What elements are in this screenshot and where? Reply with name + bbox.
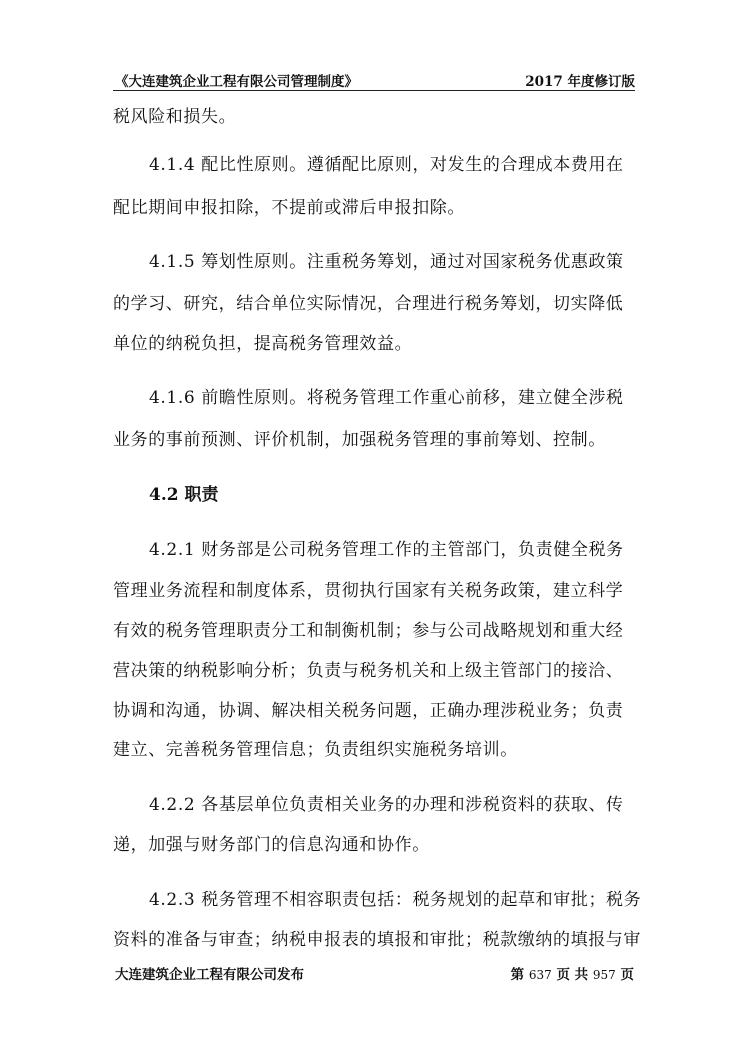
body-line: 单位的纳税负担，提高税务管理效益。 xyxy=(113,334,413,354)
body-line: 管理业务流程和制度体系，贯彻执行国家有关税务政策，建立科学 xyxy=(113,581,624,601)
footer-page-info xyxy=(511,963,634,983)
page-suffix: 页 xyxy=(620,967,634,983)
body-line: 递，加强与财务部门的信息沟通和协作。 xyxy=(113,835,430,855)
body-line: 4.2.3 税务管理不相容职责包括：税务规划的起草和审批；税务 xyxy=(149,890,642,910)
body-line: 配比期间申报扣除，不提前或滞后申报扣除。 xyxy=(113,198,465,218)
body-line: 税风险和损失。 xyxy=(113,107,237,127)
section-heading: 4.2 职责 xyxy=(149,485,219,505)
body-line: 4.2.2 各基层单位负责相关业务的办理和涉税资料的获取、传 xyxy=(149,795,624,815)
total-pages: 957 xyxy=(592,968,616,982)
page-number: 637 xyxy=(528,968,552,982)
body-line: 4.1.4 配比性原则。遵循配比原则，对发生的合理成本费用在 xyxy=(149,155,624,175)
body-line: 4.1.5 筹划性原则。注重税务筹划，通过对国家税务优惠政策 xyxy=(149,252,624,272)
page-header xyxy=(113,68,635,91)
header-edition: 2017 年度修订版 xyxy=(525,74,635,90)
body-line: 4.1.6 前瞻性原则。将税务管理工作重心前移，建立健全涉税 xyxy=(149,388,624,408)
header-title: 《大连建筑企业工程有限公司管理制度》 xyxy=(115,74,358,90)
body-line: 的学习、研究，结合单位实际情况，合理进行税务筹划，切实降低 xyxy=(113,294,624,314)
page-mid: 页 共 xyxy=(556,967,589,983)
footer-publisher: 大连建筑企业工程有限公司发布 xyxy=(115,967,304,983)
body-line: 4.2.1 财务部是公司税务管理工作的主管部门，负责健全税务 xyxy=(149,540,624,560)
page-prefix: 第 xyxy=(510,967,525,983)
body-line: 建立、完善税务管理信息；负责组织实施税务培训。 xyxy=(113,740,518,760)
body-line: 业务的事前预测、评价机制，加强税务管理的事前筹划、控制。 xyxy=(113,430,606,450)
body-line: 协调和沟通，协调、解决相关税务问题，正确办理涉税业务；负责 xyxy=(113,701,624,721)
body-line: 资料的准备与审查；纳税申报表的填报和审批；税款缴纳的填报与审 xyxy=(113,930,641,950)
body-line: 营决策的纳税影响分析；负责与税务机关和上级主管部门的接洽、 xyxy=(113,661,624,681)
body-line: 有效的税务管理职责分工和制衡机制；参与公司战略规划和重大经 xyxy=(113,621,624,641)
